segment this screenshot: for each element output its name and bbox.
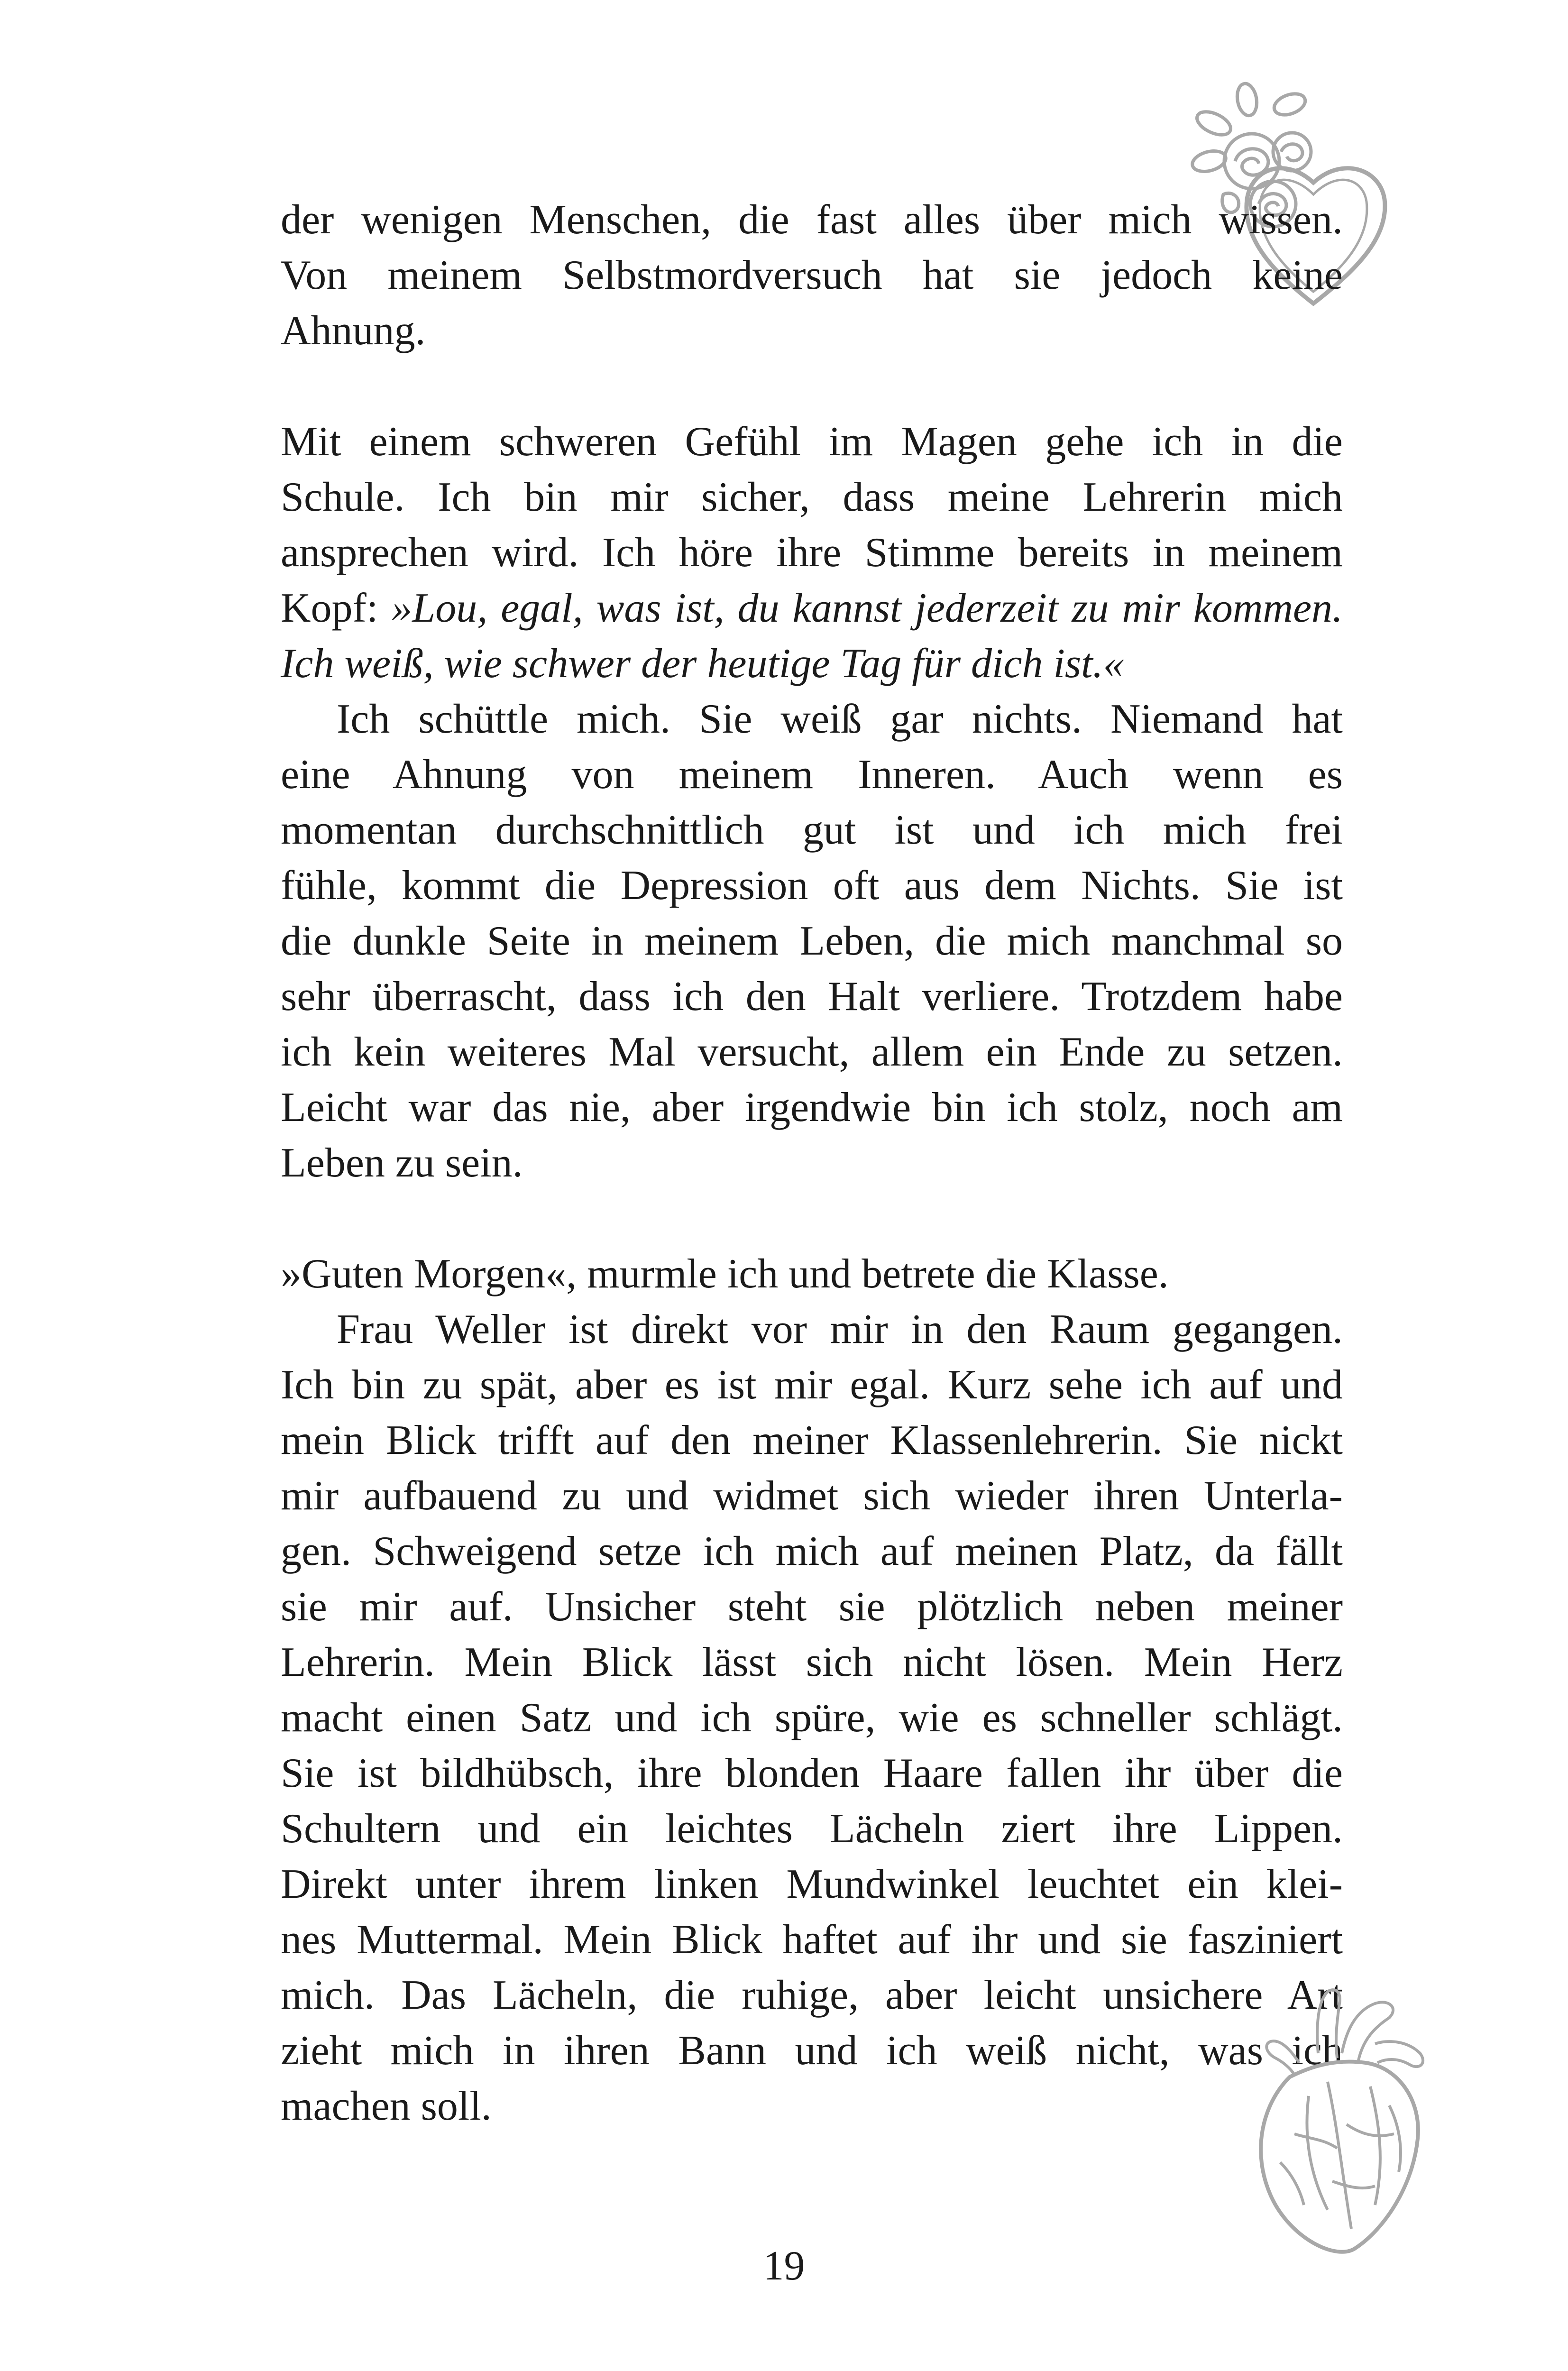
text-line: Lehrerin. Mein Blick lässt sich nicht lösen. Mein Herz [281, 1639, 1343, 1685]
text-line: die dunkle Seite in meinem Leben, die mich manchmal so [281, 918, 1343, 964]
text-line: macht einen Satz und ich spüre, wie es schneller schlägt. [281, 1695, 1343, 1741]
text-line: Ich bin zu spät, aber es ist mir egal. Kurz sehe ich auf und [281, 1362, 1343, 1408]
text-line: Sie ist bildhübsch, ihre blonden Haare fallen ihr über die [281, 1750, 1343, 1796]
text-line: Schule. Ich bin mir sicher, dass meine Lehrerin mich [281, 474, 1343, 520]
text-line: Frau Weller ist direkt vor mir in den Raum gegangen. [337, 1306, 1343, 1352]
text-line: fühle, kommt die Depression oft aus dem Nichts. Sie ist [281, 863, 1343, 909]
quote-italic: »Lou, egal, was ist, du kannst jederzeit zu mir kommen. [391, 585, 1343, 631]
paragraph-gap [281, 358, 1343, 414]
text-line: Schultern und ein leichtes Lächeln ziert ihre Lippen. [281, 1806, 1343, 1852]
text-line: momentan durchschnittlich gut ist und ich mich frei [281, 807, 1343, 853]
text-line: sehr überrascht, dass ich den Halt verliere. Trotzdem habe [281, 974, 1343, 1020]
text-line: nes Muttermal. Mein Blick haftet auf ihr und sie fasziniert [281, 1917, 1343, 1963]
text-line: ansprechen wird. Ich höre ihre Stimme bereits in meinem [281, 530, 1343, 576]
text-line: zieht mich in ihren Bann und ich weiß nicht, was ich [281, 2028, 1343, 2074]
text-line: Mit einem schweren Gefühl im Magen gehe ich in die [281, 419, 1343, 465]
anatomical-heart-icon [1233, 1982, 1446, 2267]
text-line: Direkt unter ihrem linken Mundwinkel leuchtet ein klei- [281, 1861, 1343, 1907]
text-line: mein Blick trifft auf den meiner Klassenlehrerin. Sie nickt [281, 1417, 1343, 1463]
text-line: Leicht war das nie, aber irgendwie bin ich stolz, noch am [281, 1084, 1343, 1130]
text-line: eine Ahnung von meinem Inneren. Auch wenn es [281, 752, 1343, 798]
body-text [281, 192, 1343, 2134]
text-line: gen. Schweigend setze ich mich auf meinen Platz, da fällt [281, 1528, 1343, 1574]
quote-italic: Ich weiß, wie schwer der heutige Tag für dich ist.« [281, 641, 1124, 687]
text-line: mir aufbauend zu und widmet sich wieder ihren Unterla- [281, 1473, 1343, 1519]
text-line [281, 580, 1343, 636]
text-line: der wenigen Menschen, die fast alles über mich wissen. [281, 197, 1343, 243]
text-line: ich kein weiteres Mal versucht, allem ein Ende zu setzen. [281, 1029, 1343, 1075]
text-line: machen soll. [281, 2083, 492, 2129]
text-line: Von meinem Selbstmordversuch hat sie jedoch keine [281, 252, 1343, 298]
page-number: 19 [763, 2243, 805, 2289]
text-line: Leben zu sein. [281, 1140, 523, 1186]
text-line: »Guten Morgen«, murmle ich und betrete die Klasse. [281, 1251, 1169, 1297]
text-line: Ahnung. [281, 308, 426, 354]
text-line: mich. Das Lächeln, die ruhige, aber leicht unsichere Art [281, 1972, 1343, 2018]
paragraph-gap [281, 1191, 1343, 1246]
text-line: Ich schüttle mich. Sie weiß gar nichts. Niemand hat [337, 696, 1343, 742]
text-plain: Kopf: [281, 585, 392, 631]
text-line: sie mir auf. Unsicher steht sie plötzlich neben meiner [281, 1584, 1343, 1630]
